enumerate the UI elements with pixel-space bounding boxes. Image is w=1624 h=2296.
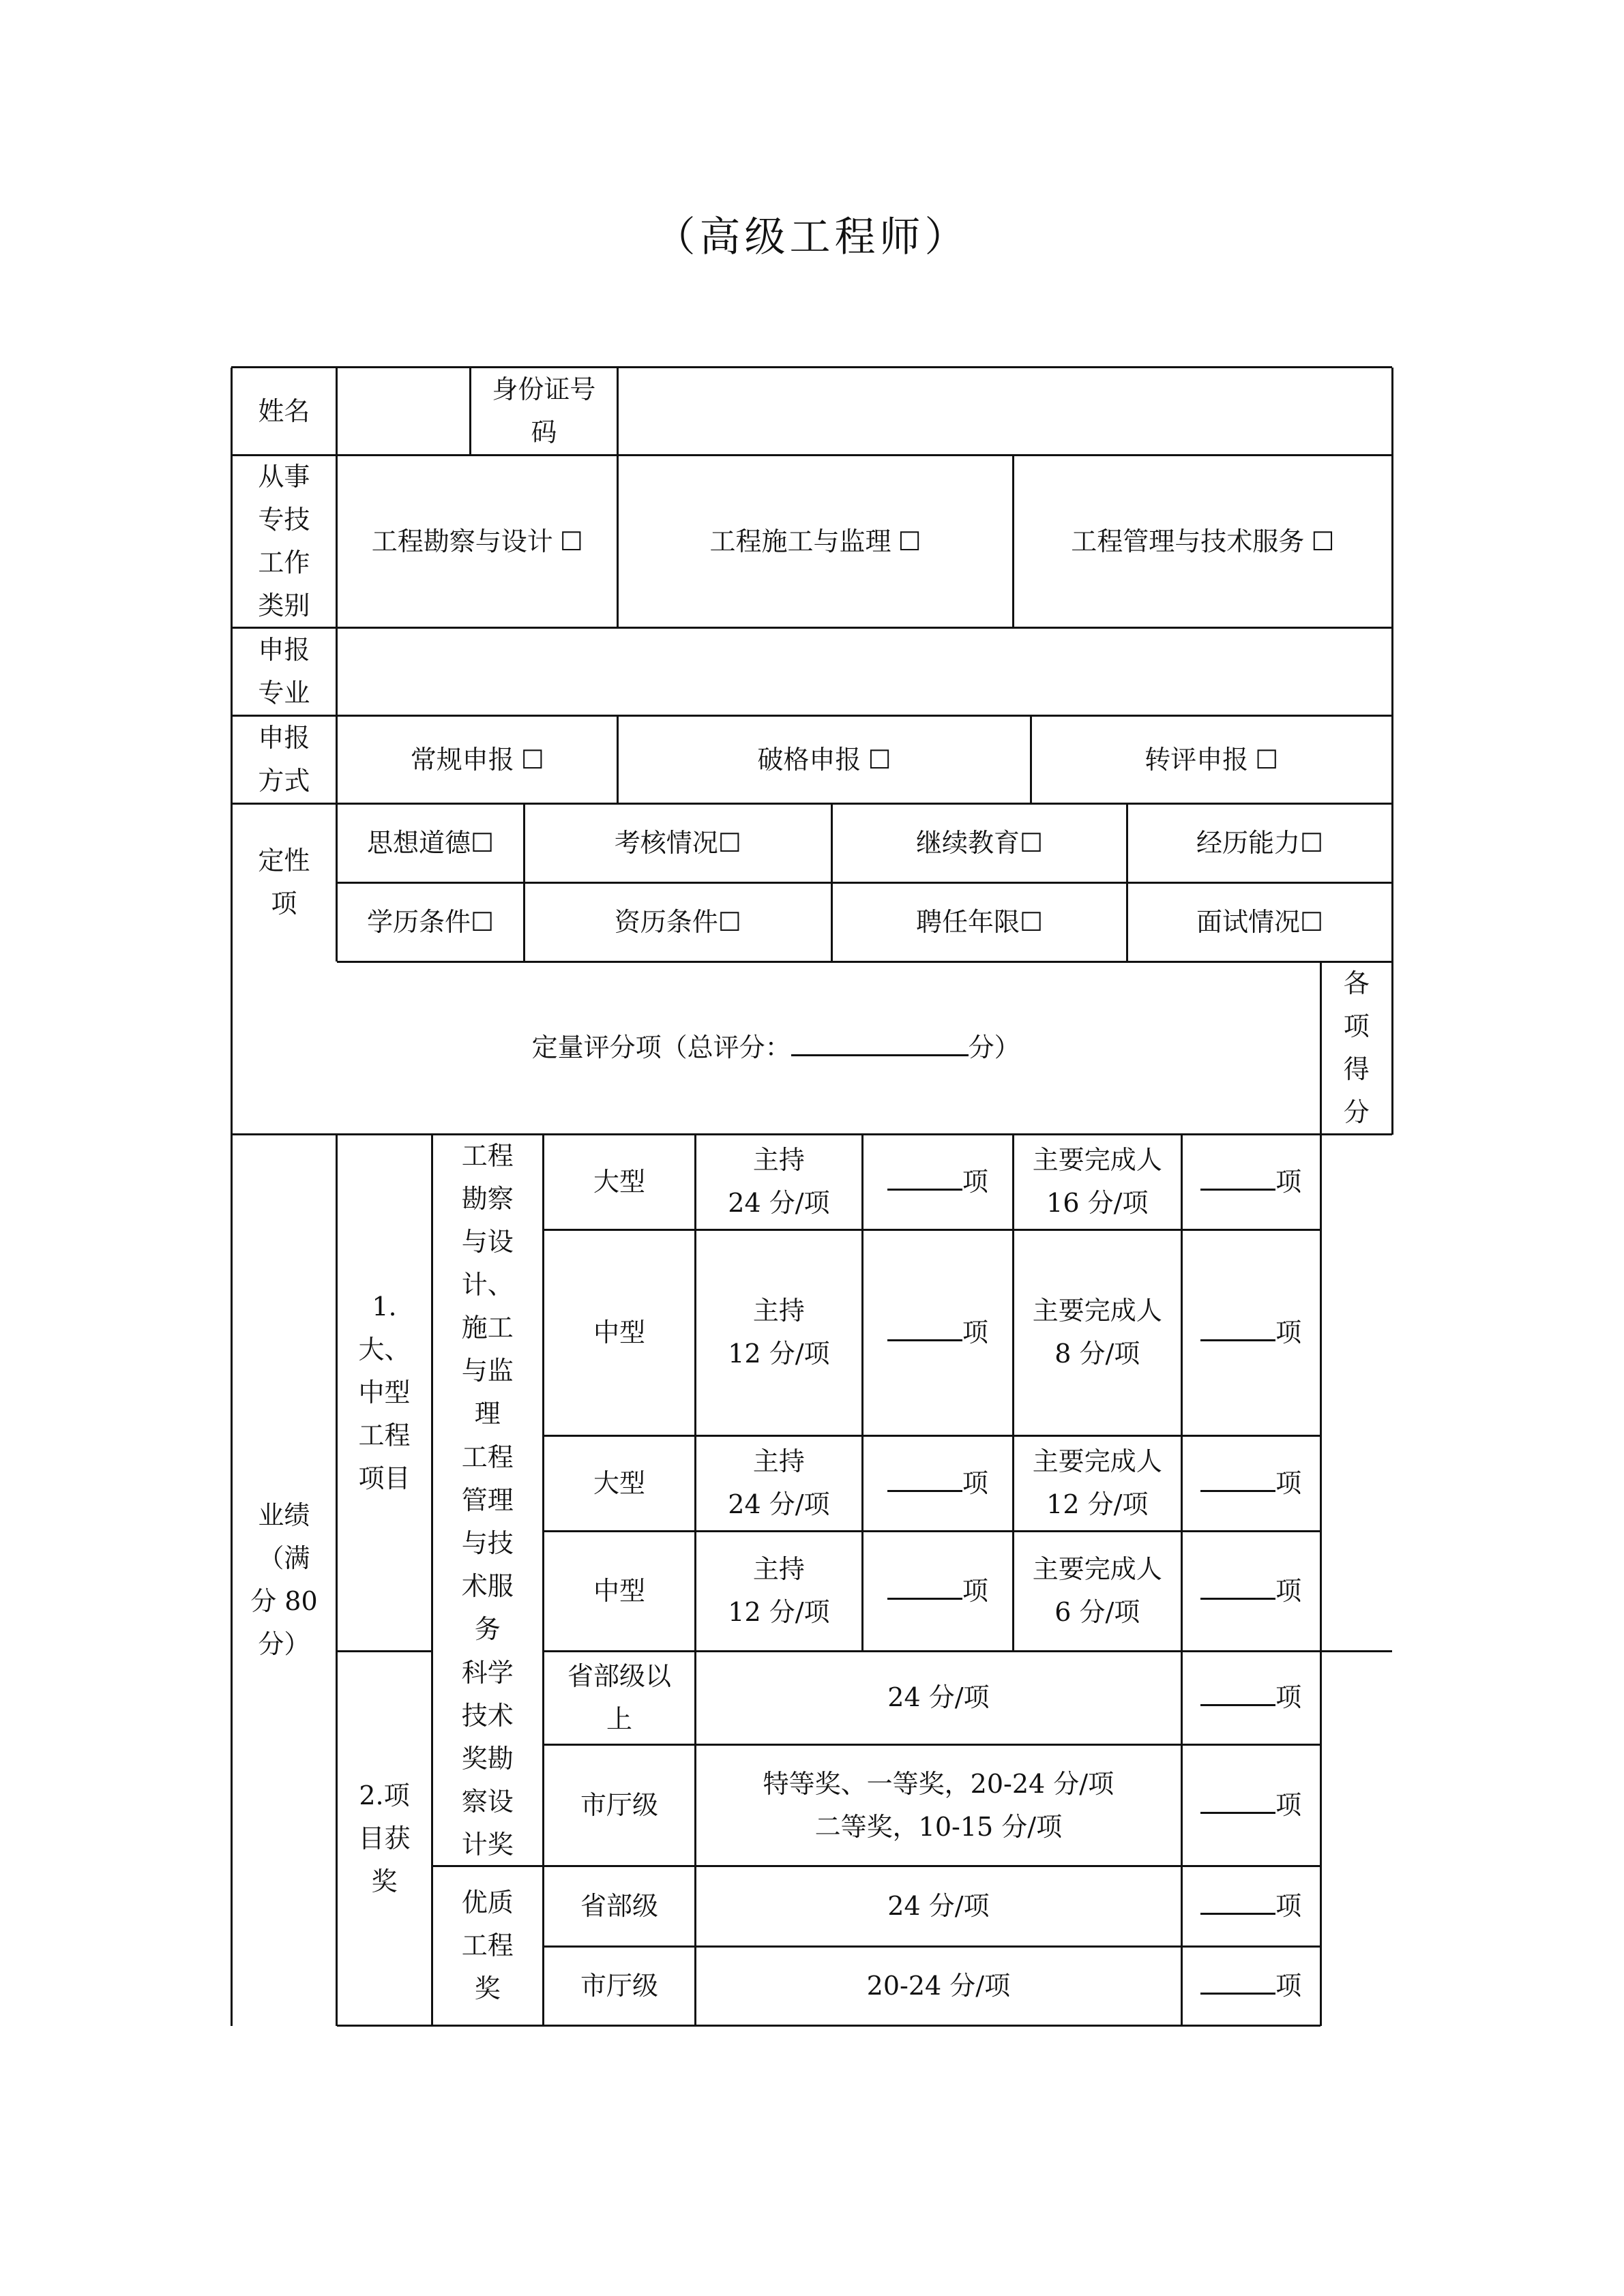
score-column-header [1320, 961, 1392, 1134]
group-quality-awards [432, 1866, 543, 2026]
id-number-label-text: 身份证号 码 [492, 374, 596, 448]
award-level [543, 1745, 695, 1866]
method-option-transfer-label: 转评申报 [1145, 744, 1249, 775]
award-level [543, 1651, 695, 1744]
major-label [231, 628, 337, 716]
award-count-field[interactable] [1181, 1866, 1320, 1947]
award-level-text: 市厅级 [580, 1790, 658, 1821]
unit-label: 项 [962, 1317, 988, 1347]
score-blank[interactable] [887, 1339, 962, 1341]
qualitative-item-text [367, 822, 494, 865]
name-label [231, 368, 337, 456]
checkbox-icon[interactable]: ☐ [868, 744, 891, 775]
checkbox-icon[interactable]: ☐ [559, 526, 583, 556]
category-option-management-text [1071, 520, 1334, 563]
member-count-field[interactable] [1181, 1229, 1320, 1436]
project-type [543, 1229, 695, 1436]
member-count-field-text [1200, 1570, 1301, 1613]
category-option-construction-label: 工程施工与监理 [709, 526, 891, 556]
method-label [231, 716, 337, 804]
score-blank[interactable] [1200, 1339, 1275, 1341]
project-type [543, 1135, 695, 1230]
name-label-text: 姓名 [258, 396, 310, 426]
award-count-field[interactable] [1181, 1651, 1320, 1744]
method-option-regular-text [411, 739, 544, 781]
qualitative-item-label: 面试情况 [1196, 906, 1301, 937]
award-count-field-text [1200, 1676, 1301, 1719]
lead-score [696, 1531, 863, 1651]
score-blank[interactable] [1200, 1489, 1275, 1492]
qualitative-item[interactable] [337, 882, 525, 961]
checkbox-icon[interactable]: ☐ [471, 906, 494, 937]
lead-count-field-text [887, 1161, 988, 1204]
qualitative-item[interactable] [524, 882, 831, 961]
method-option-transfer[interactable] [1031, 716, 1392, 804]
lead-score-text: 主持 12 分/项 [728, 1296, 830, 1369]
qualitative-item[interactable] [831, 882, 1127, 961]
project-type-text: 中型 [593, 1575, 645, 1606]
award-score-text: 24 分/项 [887, 1891, 990, 1922]
unit-label: 项 [962, 1166, 988, 1197]
section-project-awards-text: 2.项 目获 奖 [358, 1780, 411, 1896]
member-score-text: 主要完成人 6 分/项 [1032, 1554, 1162, 1628]
member-score [1013, 1229, 1181, 1436]
unit-label: 项 [962, 1467, 988, 1498]
quantitative-title-text [532, 1026, 1020, 1069]
unit-label: 项 [962, 1575, 988, 1606]
project-type-text: 大型 [593, 1166, 645, 1197]
unit-label: 项 [1275, 1790, 1302, 1821]
lead-score-text: 主持 24 分/项 [728, 1145, 830, 1219]
qualitative-item-label: 思想道德 [367, 827, 471, 858]
checkbox-icon[interactable]: ☐ [898, 526, 921, 556]
major-field[interactable] [337, 628, 1393, 716]
page-title: （高级工程师） [654, 213, 970, 261]
checkbox-icon[interactable]: ☐ [1300, 906, 1324, 937]
group-management-services-text: 工程 管理 与技 术服 务 [461, 1442, 514, 1644]
unit-label: 项 [1275, 1575, 1302, 1606]
checkbox-icon[interactable]: ☐ [471, 827, 494, 858]
section-large-medium-projects-text: 1. 大、 中型 工程 项目 [358, 1291, 411, 1493]
score-blank[interactable] [887, 1597, 962, 1600]
qualitative-item-label: 经历能力 [1196, 827, 1301, 858]
method-option-exceptional[interactable] [618, 716, 1031, 804]
checkbox-icon[interactable]: ☐ [718, 906, 741, 937]
qualitative-item-text [367, 901, 494, 944]
score-blank[interactable] [1200, 1992, 1275, 1995]
award-count-field-text [1200, 1784, 1301, 1827]
score-blank[interactable] [887, 1489, 962, 1492]
category-option-management[interactable] [1013, 456, 1392, 628]
checkbox-icon[interactable]: ☐ [1019, 906, 1044, 937]
award-score [696, 1866, 1182, 1947]
group-design-construction [432, 1135, 543, 1436]
project-type-text: 中型 [593, 1317, 645, 1347]
award-score [696, 1651, 1182, 1744]
qualitative-item-text [1196, 901, 1323, 944]
checkbox-icon[interactable]: ☐ [718, 827, 741, 858]
qualitative-item-label: 聘任年限 [915, 906, 1020, 937]
method-option-regular[interactable] [337, 716, 618, 804]
qualitative-item[interactable] [524, 803, 831, 882]
member-count-field[interactable] [1181, 1436, 1320, 1532]
score-blank[interactable] [1200, 1912, 1275, 1915]
category-option-management-label: 工程管理与技术服务 [1071, 526, 1305, 556]
qualitative-item-text [615, 822, 741, 865]
section-project-awards [337, 1651, 432, 2026]
category-option-construction-text [710, 520, 921, 563]
id-number-field[interactable] [618, 368, 1392, 456]
unit-label: 项 [1275, 1891, 1302, 1922]
project-type [543, 1531, 695, 1651]
member-score-text: 主要完成人 16 分/项 [1032, 1145, 1162, 1219]
method-option-regular-label: 常规申报 [410, 744, 514, 775]
member-count-field-text [1200, 1161, 1301, 1204]
member-score-text: 主要完成人 12 分/项 [1032, 1446, 1162, 1520]
qualitative-item[interactable] [831, 803, 1127, 882]
project-type-text: 大型 [593, 1467, 645, 1498]
checkbox-icon[interactable]: ☐ [1019, 827, 1044, 858]
lead-count-field-text [887, 1462, 988, 1505]
performance-label-text: 业绩 （满 分 80 分） [250, 1500, 318, 1660]
member-score-text: 主要完成人 8 分/项 [1032, 1296, 1162, 1369]
group-science-awards-text: 科学 技术 奖勘 察设 计奖 [461, 1657, 514, 1860]
lead-count-field[interactable] [862, 1436, 1013, 1532]
quantitative-title-prefix: 定量评分项（总评分： [531, 1032, 791, 1063]
award-count-field[interactable] [1181, 1947, 1320, 2026]
qualitative-item-text [916, 901, 1043, 944]
lead-score [696, 1229, 863, 1436]
member-score [1013, 1135, 1181, 1230]
qualitative-item[interactable] [1127, 882, 1393, 961]
work-category-label-text: 从事 专技 工作 类别 [258, 462, 310, 621]
lead-score-text: 主持 12 分/项 [728, 1554, 830, 1628]
category-option-design-text [372, 520, 583, 563]
qualitative-item-label: 继续教育 [915, 827, 1020, 858]
unit-label: 项 [1275, 1166, 1302, 1197]
category-option-design[interactable] [337, 456, 618, 628]
score-blank[interactable] [887, 1188, 962, 1191]
name-field[interactable] [337, 368, 470, 456]
category-option-construction[interactable] [618, 456, 1014, 628]
qualitative-item[interactable] [1127, 803, 1393, 882]
award-count-field[interactable] [1181, 1745, 1320, 1866]
id-number-label [470, 368, 618, 456]
score-blank[interactable] [1200, 1597, 1275, 1600]
unit-label: 项 [1275, 1682, 1302, 1713]
score-blank[interactable] [1200, 1188, 1275, 1191]
award-level [543, 1947, 695, 2026]
lead-count-field-text [887, 1570, 988, 1613]
group-management-services [432, 1436, 543, 1652]
member-score [1013, 1436, 1181, 1532]
qualitative-item[interactable] [337, 803, 525, 882]
unit-label: 项 [1275, 1317, 1302, 1347]
qualitative-item-text [1196, 822, 1323, 865]
member-count-field[interactable] [1181, 1135, 1320, 1230]
work-category-label [231, 456, 337, 628]
score-blank[interactable] [1200, 1703, 1275, 1706]
group-science-awards [432, 1651, 543, 1866]
lead-count-field-text [887, 1311, 988, 1354]
award-score [696, 1745, 1182, 1866]
lead-score [696, 1135, 863, 1230]
checkbox-icon[interactable]: ☐ [1311, 526, 1335, 556]
performance-label [231, 1135, 337, 2026]
method-option-exceptional-label: 破格申报 [757, 744, 861, 775]
checkbox-icon[interactable]: ☐ [520, 744, 544, 775]
unit-label: 项 [1275, 1467, 1302, 1498]
member-count-field-text [1200, 1462, 1301, 1505]
award-level-text: 省部级以 上 [567, 1660, 671, 1734]
method-label-text: 申报 方式 [258, 723, 310, 796]
quantitative-title [231, 961, 1320, 1134]
checkbox-icon[interactable]: ☐ [1255, 744, 1279, 775]
qualitative-item-text [615, 901, 741, 944]
award-level-text: 市厅级 [580, 1971, 658, 2001]
award-score [696, 1947, 1182, 2026]
quantitative-title-suffix: 分） [968, 1032, 1020, 1063]
lead-count-field[interactable] [862, 1229, 1013, 1436]
qualitative-item-text [916, 822, 1043, 865]
major-label-text: 申报 专业 [258, 635, 310, 709]
category-option-design-label: 工程勘察与设计 [371, 526, 553, 556]
qualitative-label [231, 803, 337, 961]
method-option-exceptional-text [757, 739, 891, 781]
project-type [543, 1436, 695, 1532]
section-large-medium-projects [337, 1135, 432, 1652]
method-option-transfer-text [1145, 739, 1278, 781]
member-count-field[interactable] [1181, 1531, 1320, 1651]
qualitative-item-label: 学历条件 [367, 906, 471, 937]
lead-count-field[interactable] [862, 1531, 1013, 1651]
qualitative-item-label: 资历条件 [614, 906, 718, 937]
award-score-text: 特等奖、一等奖，20-24 分/项 二等奖，10-15 分/项 [763, 1768, 1114, 1842]
score-column-header-text: 各 项 得 分 [1343, 968, 1370, 1127]
award-count-field-text [1200, 1885, 1301, 1928]
qualitative-label-text: 定性 项 [258, 846, 310, 919]
qualitative-item-label: 考核情况 [614, 827, 718, 858]
award-count-field-text [1200, 1965, 1301, 2008]
total-score-blank[interactable] [791, 1054, 969, 1056]
lead-count-field[interactable] [862, 1135, 1013, 1230]
group-quality-awards-text: 优质 工程 奖 [461, 1888, 514, 2004]
score-blank[interactable] [1200, 1811, 1275, 1814]
award-level-text: 省部级 [580, 1891, 658, 1922]
award-score-text: 20-24 分/项 [866, 1971, 1011, 2001]
award-score-text: 24 分/项 [887, 1682, 990, 1713]
group-design-construction-text: 工程 勘察 与设 计、 施工 与监 理 [461, 1141, 514, 1429]
member-score [1013, 1531, 1181, 1651]
lead-score-text: 主持 24 分/项 [728, 1446, 830, 1520]
unit-label: 项 [1275, 1971, 1302, 2001]
checkbox-icon[interactable]: ☐ [1300, 827, 1324, 858]
member-count-field-text [1200, 1311, 1301, 1354]
award-level [543, 1866, 695, 1947]
lead-score [696, 1436, 863, 1532]
